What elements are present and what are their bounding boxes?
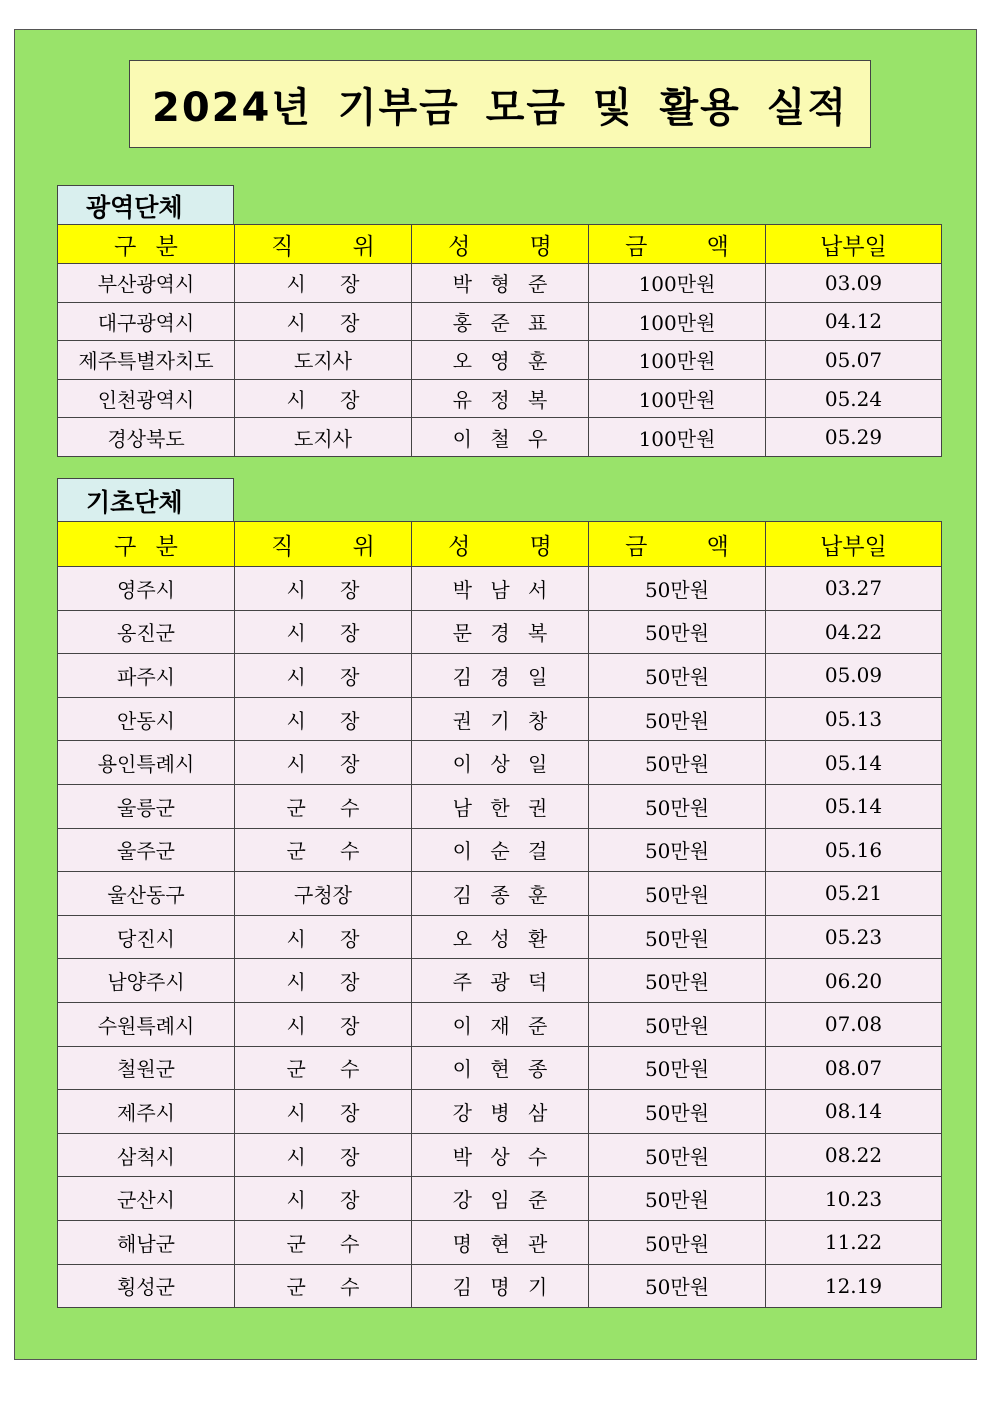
cell-position: 시 장 xyxy=(235,697,412,741)
table-row xyxy=(58,302,942,341)
cell-name: 남 한 권 xyxy=(412,784,589,828)
cell-date: 05.16 xyxy=(766,828,942,872)
cell-amount: 50만원 xyxy=(589,1220,766,1264)
cell-name: 이 순 걸 xyxy=(412,828,589,872)
cell-position: 시 장 xyxy=(235,610,412,654)
cell-position: 시 장 xyxy=(235,1002,412,1046)
cell-category: 옹진군 xyxy=(58,610,235,654)
cell-amount: 50만원 xyxy=(589,1133,766,1177)
metro-section-label: 광역단체 xyxy=(57,185,234,225)
cell-position: 시 장 xyxy=(235,379,412,418)
cell-name: 이 재 준 xyxy=(412,1002,589,1046)
table-row xyxy=(58,959,942,1003)
cell-category: 군산시 xyxy=(58,1177,235,1221)
cell-position: 시 장 xyxy=(235,1177,412,1221)
table-row xyxy=(58,610,942,654)
cell-date: 03.09 xyxy=(766,264,942,303)
cell-amount: 50만원 xyxy=(589,1046,766,1090)
cell-name: 홍 준 표 xyxy=(412,302,589,341)
cell-date: 05.21 xyxy=(766,872,942,916)
header-name: 성 명 xyxy=(412,522,589,567)
table-row xyxy=(58,1177,942,1221)
cell-date: 05.14 xyxy=(766,741,942,785)
cell-amount: 50만원 xyxy=(589,654,766,698)
local-table xyxy=(57,521,942,1308)
table-row xyxy=(58,1220,942,1264)
table-row xyxy=(58,567,942,611)
cell-category: 남양주시 xyxy=(58,959,235,1003)
cell-amount: 50만원 xyxy=(589,1264,766,1308)
header-category: 구 분 xyxy=(58,522,235,567)
cell-name: 주 광 덕 xyxy=(412,959,589,1003)
cell-date: 04.12 xyxy=(766,302,942,341)
cell-amount: 50만원 xyxy=(589,959,766,1003)
table-row xyxy=(58,915,942,959)
cell-category: 당진시 xyxy=(58,915,235,959)
table-row xyxy=(58,828,942,872)
cell-name: 유 정 복 xyxy=(412,379,589,418)
cell-date: 08.07 xyxy=(766,1046,942,1090)
cell-date: 04.22 xyxy=(766,610,942,654)
cell-category: 경상북도 xyxy=(58,418,235,457)
cell-amount: 50만원 xyxy=(589,1002,766,1046)
title-box xyxy=(129,60,871,148)
cell-name: 박 형 준 xyxy=(412,264,589,303)
cell-amount: 50만원 xyxy=(589,610,766,654)
cell-category: 부산광역시 xyxy=(58,264,235,303)
table-row xyxy=(58,872,942,916)
cell-amount: 50만원 xyxy=(589,697,766,741)
cell-position: 군 수 xyxy=(235,1264,412,1308)
cell-amount: 100만원 xyxy=(589,264,766,303)
cell-date: 05.14 xyxy=(766,784,942,828)
cell-date: 05.29 xyxy=(766,418,942,457)
cell-date: 06.20 xyxy=(766,959,942,1003)
cell-name: 김 명 기 xyxy=(412,1264,589,1308)
metro-header-row xyxy=(58,225,942,264)
cell-name: 이 상 일 xyxy=(412,741,589,785)
cell-date: 03.27 xyxy=(766,567,942,611)
cell-category: 용인특례시 xyxy=(58,741,235,785)
table-row xyxy=(58,1046,942,1090)
cell-amount: 100만원 xyxy=(589,418,766,457)
cell-category: 파주시 xyxy=(58,654,235,698)
cell-amount: 100만원 xyxy=(589,379,766,418)
cell-name: 김 종 훈 xyxy=(412,872,589,916)
cell-amount: 50만원 xyxy=(589,784,766,828)
cell-name: 강 병 삼 xyxy=(412,1090,589,1134)
header-amount: 금 액 xyxy=(589,522,766,567)
cell-position: 군 수 xyxy=(235,1220,412,1264)
cell-category: 철원군 xyxy=(58,1046,235,1090)
local-section-label: 기초단체 xyxy=(57,478,234,522)
header-date: 납부일 xyxy=(766,522,942,567)
cell-position: 군 수 xyxy=(235,1046,412,1090)
cell-date: 07.08 xyxy=(766,1002,942,1046)
cell-name: 강 임 준 xyxy=(412,1177,589,1221)
cell-position: 시 장 xyxy=(235,915,412,959)
cell-amount: 50만원 xyxy=(589,1177,766,1221)
cell-position: 시 장 xyxy=(235,654,412,698)
cell-amount: 50만원 xyxy=(589,741,766,785)
cell-name: 박 남 서 xyxy=(412,567,589,611)
cell-category: 횡성군 xyxy=(58,1264,235,1308)
cell-amount: 50만원 xyxy=(589,1090,766,1134)
cell-category: 울릉군 xyxy=(58,784,235,828)
page-title: 2024년 기부금 모금 및 활용 실적 xyxy=(152,84,848,131)
local-header-row xyxy=(58,522,942,567)
header-category: 구 분 xyxy=(58,225,235,264)
cell-category: 울산동구 xyxy=(58,872,235,916)
cell-amount: 50만원 xyxy=(589,872,766,916)
header-date: 납부일 xyxy=(766,225,942,264)
table-row xyxy=(58,379,942,418)
table-row xyxy=(58,418,942,457)
cell-date: 05.23 xyxy=(766,915,942,959)
cell-amount: 100만원 xyxy=(589,341,766,380)
cell-category: 제주시 xyxy=(58,1090,235,1134)
cell-position: 군 수 xyxy=(235,828,412,872)
cell-position: 군 수 xyxy=(235,784,412,828)
cell-position: 도지사 xyxy=(235,341,412,380)
cell-date: 05.09 xyxy=(766,654,942,698)
header-position: 직 위 xyxy=(235,522,412,567)
cell-category: 삼척시 xyxy=(58,1133,235,1177)
table-row xyxy=(58,341,942,380)
cell-date: 05.24 xyxy=(766,379,942,418)
header-position: 직 위 xyxy=(235,225,412,264)
cell-date: 10.23 xyxy=(766,1177,942,1221)
cell-category: 수원특례시 xyxy=(58,1002,235,1046)
cell-name: 김 경 일 xyxy=(412,654,589,698)
cell-position: 시 장 xyxy=(235,264,412,303)
header-name: 성 명 xyxy=(412,225,589,264)
cell-position: 시 장 xyxy=(235,567,412,611)
cell-date: 05.07 xyxy=(766,341,942,380)
cell-name: 이 철 우 xyxy=(412,418,589,457)
cell-date: 08.14 xyxy=(766,1090,942,1134)
cell-date: 12.19 xyxy=(766,1264,942,1308)
table-row xyxy=(58,1264,942,1308)
cell-position: 도지사 xyxy=(235,418,412,457)
table-row xyxy=(58,697,942,741)
cell-name: 문 경 복 xyxy=(412,610,589,654)
cell-category: 인천광역시 xyxy=(58,379,235,418)
cell-date: 08.22 xyxy=(766,1133,942,1177)
table-row xyxy=(58,1090,942,1134)
cell-category: 울주군 xyxy=(58,828,235,872)
cell-amount: 100만원 xyxy=(589,302,766,341)
cell-name: 명 현 관 xyxy=(412,1220,589,1264)
cell-name: 박 상 수 xyxy=(412,1133,589,1177)
table-row xyxy=(58,264,942,303)
table-row xyxy=(58,1002,942,1046)
cell-date: 05.13 xyxy=(766,697,942,741)
cell-category: 제주특별자치도 xyxy=(58,341,235,380)
table-row xyxy=(58,741,942,785)
cell-category: 대구광역시 xyxy=(58,302,235,341)
cell-category: 안동시 xyxy=(58,697,235,741)
cell-category: 영주시 xyxy=(58,567,235,611)
cell-category: 해남군 xyxy=(58,1220,235,1264)
header-amount: 금 액 xyxy=(589,225,766,264)
cell-position: 시 장 xyxy=(235,959,412,1003)
cell-name: 오 영 훈 xyxy=(412,341,589,380)
cell-position: 시 장 xyxy=(235,1090,412,1134)
table-row xyxy=(58,784,942,828)
cell-date: 11.22 xyxy=(766,1220,942,1264)
cell-amount: 50만원 xyxy=(589,915,766,959)
cell-amount: 50만원 xyxy=(589,828,766,872)
cell-position: 시 장 xyxy=(235,302,412,341)
cell-amount: 50만원 xyxy=(589,567,766,611)
table-row xyxy=(58,1133,942,1177)
cell-position: 시 장 xyxy=(235,1133,412,1177)
table-row xyxy=(58,654,942,698)
cell-position: 시 장 xyxy=(235,741,412,785)
cell-name: 이 현 종 xyxy=(412,1046,589,1090)
cell-name: 권 기 창 xyxy=(412,697,589,741)
cell-position: 구청장 xyxy=(235,872,412,916)
metro-table xyxy=(57,224,942,457)
cell-name: 오 성 환 xyxy=(412,915,589,959)
